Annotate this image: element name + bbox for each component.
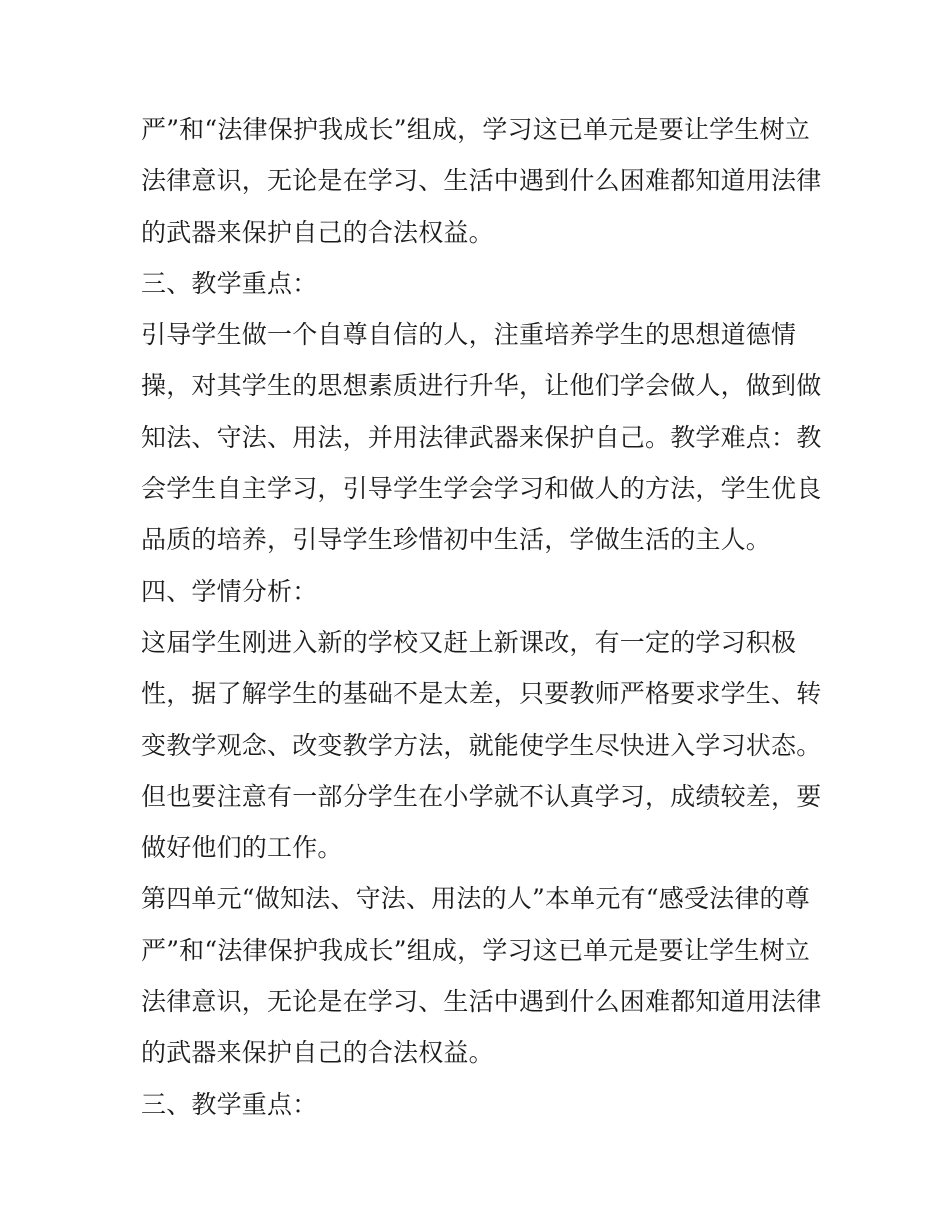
- section-heading-teaching-focus: 三、教学重点：: [141, 268, 318, 298]
- text-line-15: 做好他们的工作。: [141, 833, 343, 863]
- text-line-2: 法律意识，无论是在学习、生活中遇到什么困难都知道用法律: [141, 166, 821, 196]
- text-line-14: 但也要注意有一部分学生在小学就不认真学习，成绩较差，要: [141, 781, 821, 811]
- text-line-12: 性，据了解学生的基础不是太差，只要教师严格要求学生、转: [141, 679, 821, 709]
- text-line-13: 变教学观念、改变教学方法，就能使学生尽快进入学习状态。: [141, 730, 821, 760]
- section-heading-learning-analysis: 四、学情分析：: [141, 576, 318, 606]
- text-line-17: 严”和“法律保护我成长”组成，学习这已单元是要让学生树立: [141, 935, 810, 965]
- text-line-19: 的武器来保护自己的合法权益。: [141, 1038, 494, 1068]
- section-heading-teaching-focus-repeat: 三、教学重点：: [141, 1089, 318, 1119]
- document-body: [141, 104, 821, 1130]
- text-line-9: 品质的培养，引导学生珍惜初中生活，学做生活的主人。: [141, 525, 772, 555]
- text-line-8: 会学生自主学习，引导学生学会学习和做人的方法，学生优良: [141, 474, 821, 504]
- text-line-1: 严”和“法律保护我成长”组成，学习这已单元是要让学生树立: [141, 115, 810, 144]
- text-line-5: 引导学生做一个自尊自信的人，注重培养学生的思想道德情: [141, 320, 797, 350]
- text-line-18: 法律意识，无论是在学习、生活中遇到什么困难都知道用法律: [141, 987, 821, 1017]
- text-line-11: 这届学生刚进入新的学校又赶上新课改，有一定的学习积极: [141, 627, 797, 657]
- text-line-6: 操，对其学生的思想素质进行升华，让他们学会做人，做到做: [141, 371, 821, 401]
- text-line-7: 知法、守法、用法，并用法律武器来保护自己。教学难点：教: [141, 422, 821, 452]
- text-line-16: 第四单元“做知法、守法、用法的人”本单元有“感受法律的尊: [141, 884, 810, 914]
- text-line-3: 的武器来保护自己的合法权益。: [141, 217, 494, 247]
